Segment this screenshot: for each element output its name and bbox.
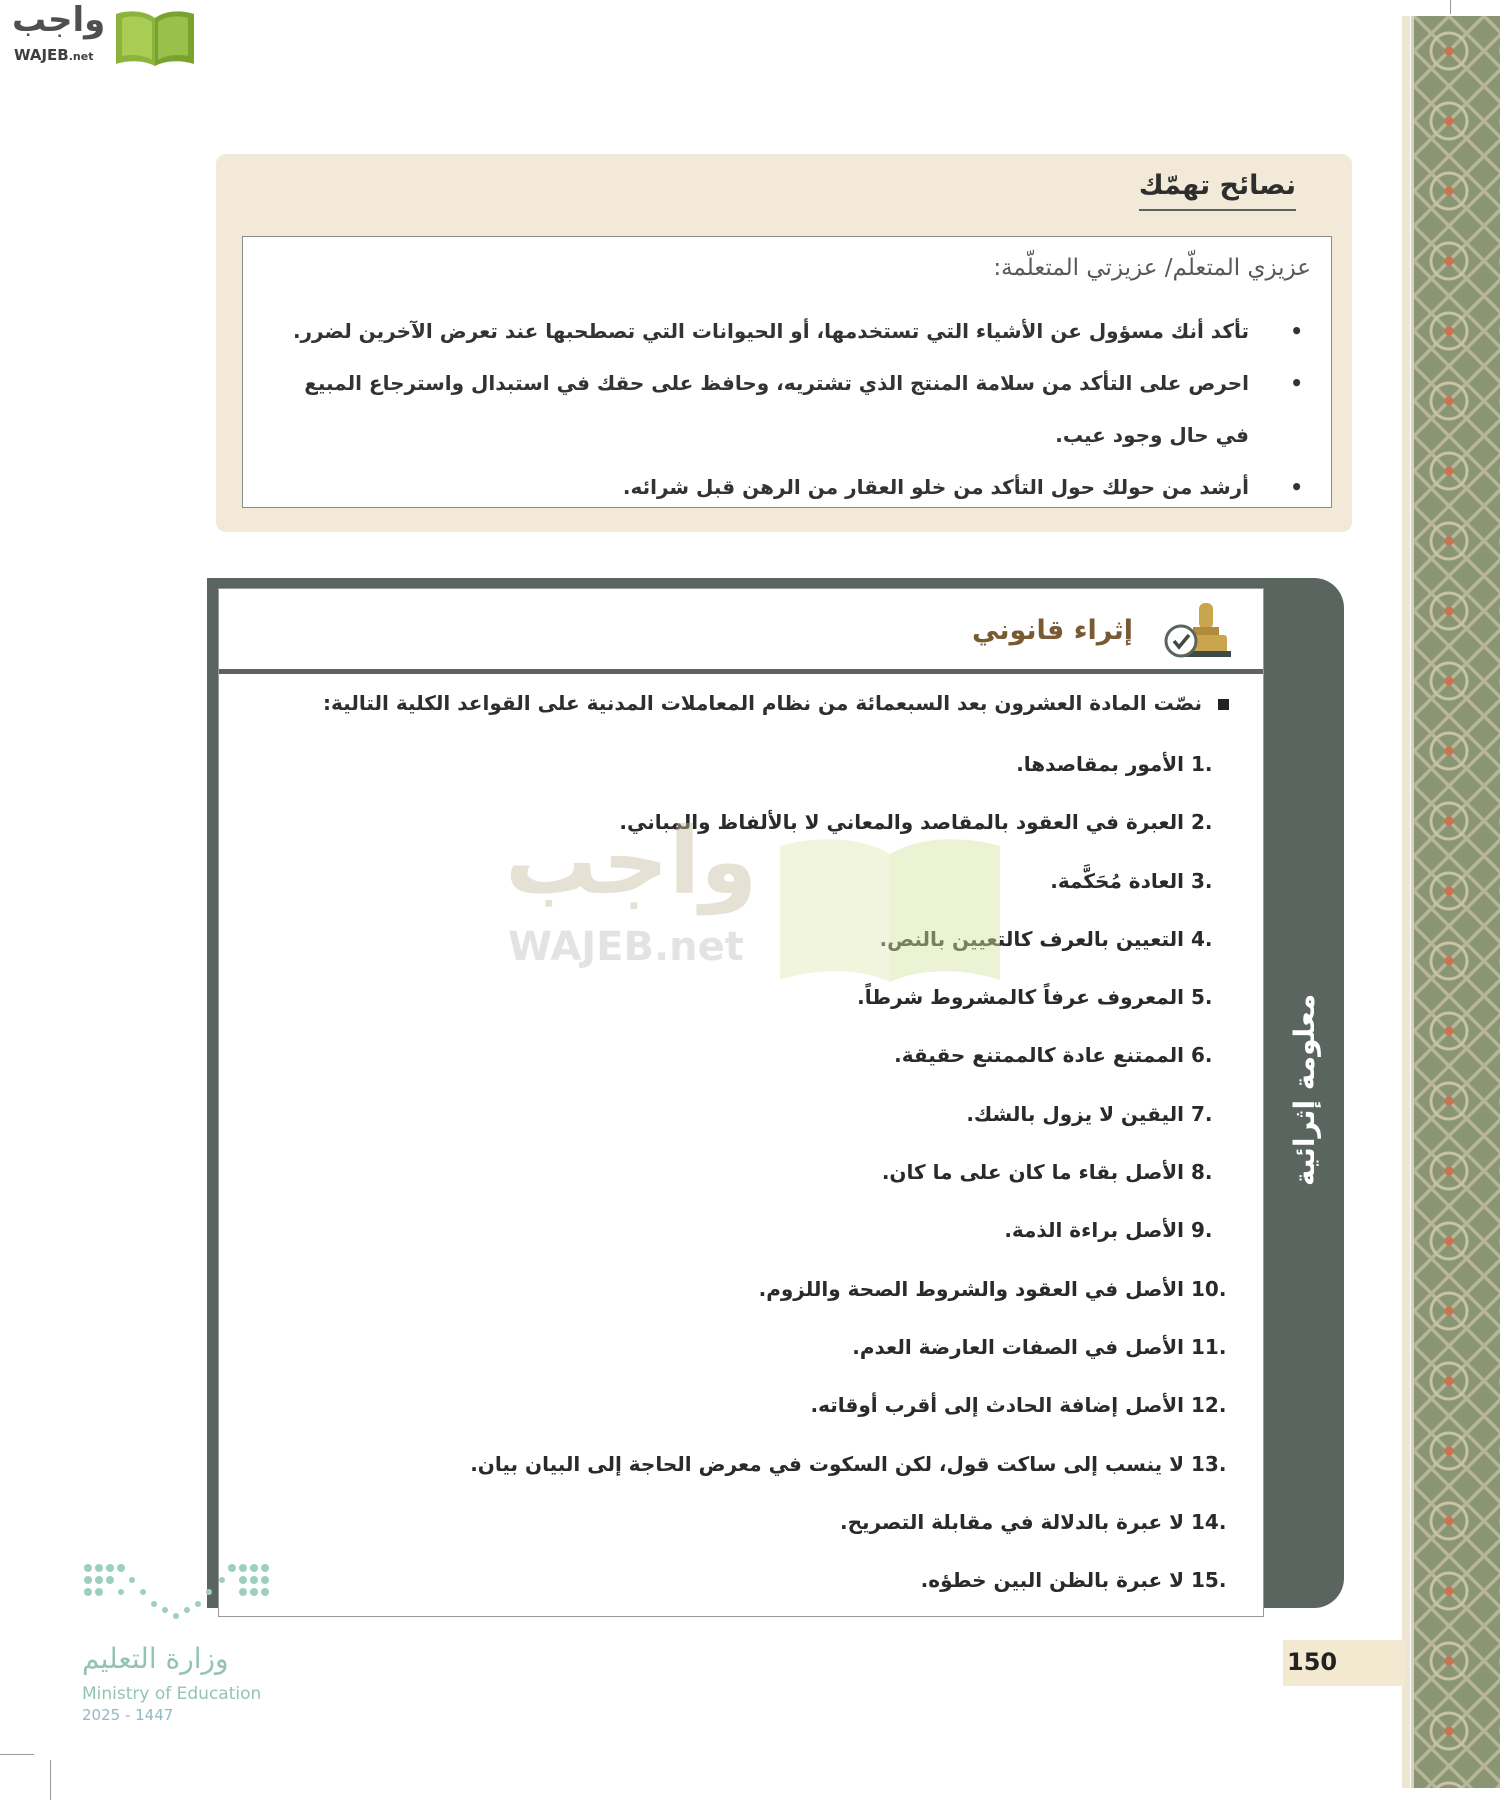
wajeb-logo bbox=[10, 0, 190, 68]
ministry-of-education-logo bbox=[82, 1560, 282, 1730]
enrichment-intro: نصّت المادة العشرون بعد السبعمائة من نظام المعاملات المدنية على القواعد الكلية التالية: bbox=[323, 691, 1229, 715]
rule-number: 9. bbox=[1191, 1218, 1213, 1243]
rule-text: لا عبرة بالظن البين خطؤه. bbox=[920, 1568, 1185, 1593]
legal-rules-list bbox=[285, 735, 1225, 1609]
watermark-arabic: واجب bbox=[505, 808, 758, 915]
crop-mark bbox=[50, 1760, 51, 1800]
rule-text: الأصل في الصفات العارضة العدم. bbox=[852, 1334, 1185, 1359]
legal-rule-item bbox=[285, 793, 1225, 851]
rule-number: 15. bbox=[1191, 1568, 1227, 1593]
legal-rule-item bbox=[285, 1143, 1225, 1201]
rule-text: العبرة في العقود بالمقاصد والمعاني لا بالألفاظ والمباني. bbox=[619, 810, 1185, 835]
ministry-english-name: Ministry of Education bbox=[82, 1684, 262, 1704]
legal-rule-item bbox=[285, 1026, 1225, 1084]
tips-content-frame bbox=[242, 236, 1332, 508]
watermark-latin: WAJEB.net bbox=[508, 924, 744, 970]
rule-text: لا عبرة بالدلالة في مقابلة التصريح. bbox=[840, 1509, 1185, 1534]
tips-box bbox=[216, 154, 1352, 532]
legal-rule-item bbox=[285, 1551, 1225, 1609]
tips-greeting: عزيزي المتعلّم/ عزيزتي المتعلّمة: bbox=[993, 255, 1311, 281]
ornament-inner-strip bbox=[1402, 16, 1410, 1788]
tip-item: • أرشد من حولك حول التأكد من خلو العقار من الرهن قبل شرائه. bbox=[271, 461, 1311, 513]
rule-number: 3. bbox=[1191, 868, 1213, 893]
legal-rule-item bbox=[285, 1435, 1225, 1493]
rule-number: 5. bbox=[1191, 985, 1213, 1010]
ministry-year: 2025 - 1447 bbox=[82, 1706, 174, 1724]
crop-mark bbox=[0, 1754, 34, 1755]
legal-rule-item bbox=[285, 735, 1225, 793]
rule-text: اليقين لا يزول بالشك. bbox=[966, 1101, 1185, 1126]
tip-item: • تأكد أنك مسؤول عن الأشياء التي تستخدمها، أو الحيوانات التي تصطحبها عند تعرض الآخرين لضرر. bbox=[271, 305, 1311, 357]
rule-number: 12. bbox=[1191, 1393, 1227, 1418]
legal-rule-item bbox=[285, 1260, 1225, 1318]
rule-number: 4. bbox=[1191, 926, 1213, 951]
enrichment-header bbox=[219, 589, 1263, 674]
rule-text: الممتنع عادة كالممتنع حقيقة. bbox=[894, 1043, 1185, 1068]
rule-text: المعروف عرفاً كالمشروط شرطاً. bbox=[857, 985, 1185, 1010]
rule-text: الأصل بقاء ما كان على ما كان. bbox=[881, 1160, 1185, 1185]
legal-rule-item bbox=[285, 1318, 1225, 1376]
rule-number: 1. bbox=[1191, 752, 1213, 776]
enrichment-title: إثراء قانوني bbox=[972, 615, 1133, 646]
enrichment-side-label: معلومة إثرائية bbox=[1288, 993, 1321, 1187]
legal-rule-item bbox=[285, 1376, 1225, 1434]
crop-mark bbox=[1450, 0, 1451, 14]
islamic-pattern-border bbox=[1411, 16, 1500, 1788]
rule-number: 14. bbox=[1191, 1509, 1227, 1534]
legal-rule-item bbox=[285, 1201, 1225, 1259]
rule-number: 10. bbox=[1191, 1276, 1227, 1301]
rule-text: الأصل براءة الذمة. bbox=[1004, 1218, 1185, 1243]
rule-text: الأصل في العقود والشروط الصحة واللزوم. bbox=[758, 1276, 1185, 1301]
rule-number: 2. bbox=[1191, 810, 1213, 835]
rule-text: الأمور بمقاصدها. bbox=[1016, 752, 1185, 776]
rule-number: 8. bbox=[1191, 1160, 1213, 1185]
legal-rule-item bbox=[285, 910, 1225, 968]
stamp-check-icon bbox=[1163, 599, 1233, 661]
ministry-dots-emblem-icon bbox=[82, 1560, 272, 1630]
page-number: 150 bbox=[1287, 1648, 1338, 1676]
rule-text: العادة مُحَكَّمة. bbox=[1050, 868, 1185, 893]
tips-list bbox=[271, 305, 1311, 513]
tip-item: • احرص على التأكد من سلامة المنتج الذي تشتريه، وحافظ على حقك في استبدال واسترجاع المبيع في حال وجود عيب. bbox=[271, 357, 1311, 461]
legal-rule-item bbox=[285, 1085, 1225, 1143]
legal-rule-item bbox=[285, 1493, 1225, 1551]
rule-number: 13. bbox=[1191, 1451, 1227, 1476]
book-icon bbox=[114, 8, 196, 68]
ministry-arabic-name: وزارة التعليم bbox=[82, 1642, 229, 1675]
legal-rule-item bbox=[285, 852, 1225, 910]
logo-latin-text: WAJEB.net bbox=[14, 46, 94, 64]
square-bullet-icon bbox=[1218, 699, 1229, 710]
legal-rule-item bbox=[285, 968, 1225, 1026]
rule-text: الأصل إضافة الحادث إلى أقرب أوقاته. bbox=[810, 1393, 1185, 1418]
rule-number: 7. bbox=[1191, 1101, 1213, 1126]
rule-number: 11. bbox=[1191, 1334, 1227, 1359]
page-number-box bbox=[1283, 1640, 1405, 1686]
tips-title: نصائح تهمّك bbox=[1139, 170, 1296, 211]
logo-arabic-text: واجب bbox=[12, 0, 106, 40]
rule-text: التعيين بالعرف كالتعيين بالنص. bbox=[879, 926, 1185, 951]
enrichment-panel bbox=[218, 588, 1264, 1617]
rule-text: لا ينسب إلى ساكت قول، لكن السكوت في معرض الحاجة إلى البيان بيان. bbox=[470, 1451, 1185, 1476]
rule-number: 6. bbox=[1191, 1043, 1213, 1068]
